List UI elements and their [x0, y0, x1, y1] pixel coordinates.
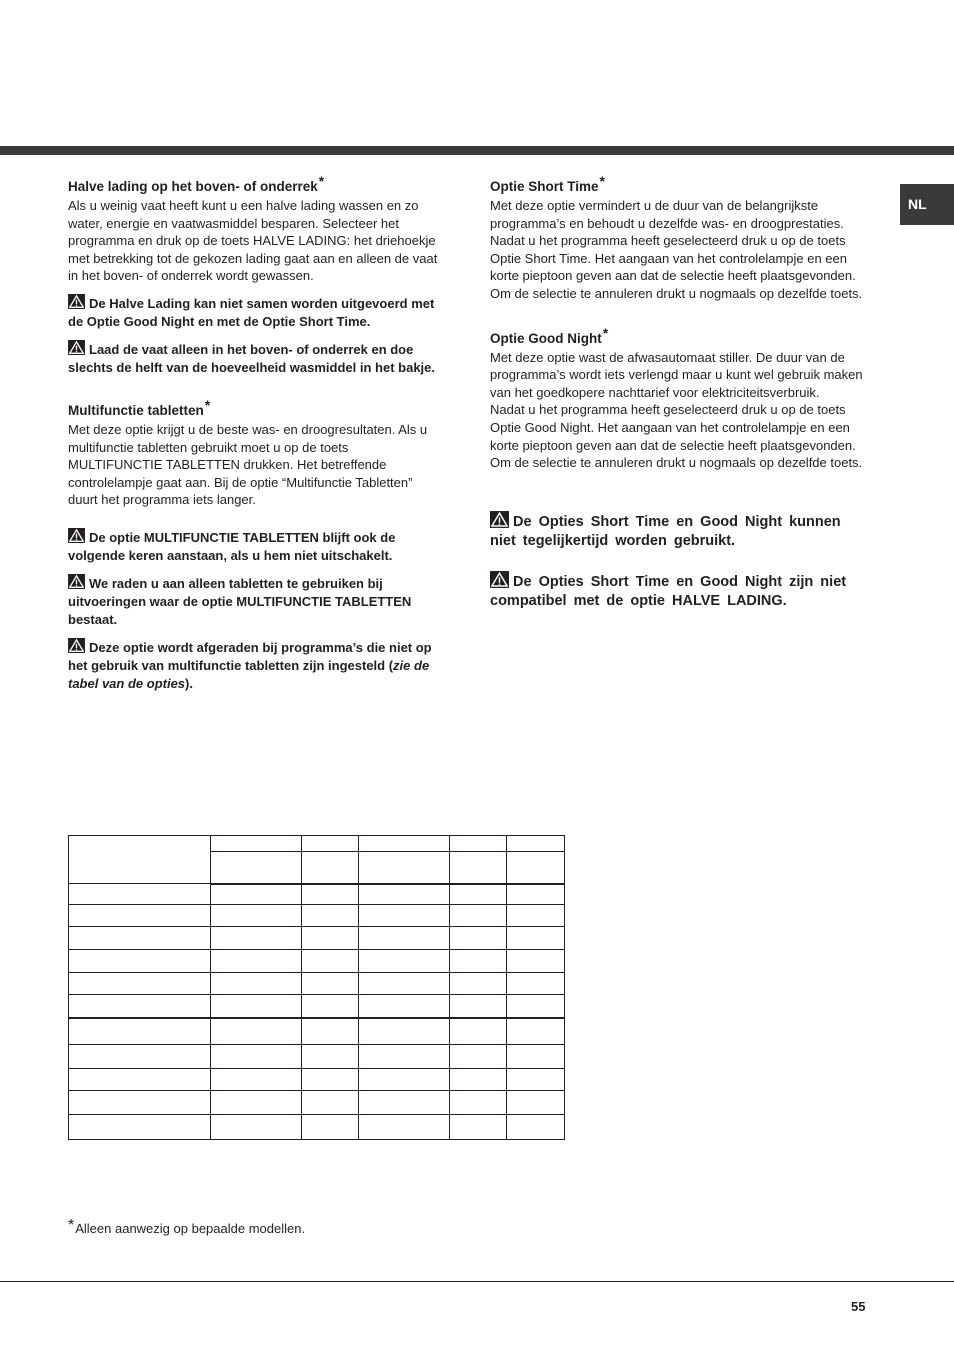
short-time-cancel: Om de selectie te annuleren drukt u nogmaals op dezelfde toets.: [490, 285, 863, 301]
table-cell: [359, 852, 450, 884]
table-cell: [211, 884, 302, 905]
warning-half-load-detergent: Laad de vaat alleen in het boven- of onderrek en doe slechts de helft van de hoeveelheid wasmiddel in het bakje.: [68, 341, 436, 375]
table-row: [69, 1018, 565, 1045]
page-number: 55: [851, 1299, 866, 1314]
table-cell: [450, 973, 507, 995]
table-cell: [211, 836, 302, 852]
footnote: *Alleen aanwezig op bepaalde modellen.: [68, 1217, 306, 1236]
table-cell: [211, 973, 302, 995]
warning-half-load-compat: De Halve Lading kan niet samen worden uitgevoerd met de Optie Good Night en met de Optie Short Time.: [68, 295, 435, 329]
table-header-row: [69, 836, 565, 852]
table-cell: [69, 836, 211, 884]
table-cell: [450, 1091, 507, 1115]
table-cell: [302, 995, 359, 1018]
asterisk-marker: *: [318, 173, 325, 189]
table-cell: [450, 1115, 507, 1140]
table-row: [69, 1091, 565, 1115]
table-cell: [450, 836, 507, 852]
table-cell: [359, 1018, 450, 1045]
language-tab: NL: [900, 184, 954, 225]
warning-icon: [68, 340, 85, 355]
table-cell: [69, 1069, 211, 1091]
table-cell: [359, 1045, 450, 1069]
table-cell: [69, 1115, 211, 1140]
table-cell: [302, 1091, 359, 1115]
warning-multifunction-persists: De optie MULTIFUNCTIE TABLETTEN blijft ook de volgende keren aanstaan, als u hem niet uitschakelt.: [68, 529, 396, 563]
table-cell: [302, 905, 359, 927]
table-cell: [302, 1018, 359, 1045]
table-cell: [302, 927, 359, 950]
table-row: [69, 973, 565, 995]
table-cell: [507, 1069, 565, 1091]
table-cell: [211, 1115, 302, 1140]
warning-icon: [490, 571, 509, 588]
table-cell: [359, 1115, 450, 1140]
table-row: [69, 1115, 565, 1140]
asterisk-marker: *: [599, 173, 605, 189]
table-cell: [507, 927, 565, 950]
table-cell: [507, 1091, 565, 1115]
table-row: [69, 927, 565, 950]
short-time-description: Met deze optie vermindert u de duur van de belangrijkste programma’s en behoudt u dezelfde was- en droogprestaties. Nadat u het programma heeft geselecteerd druk u op de toets Optie Short Time. Het aangaan van het controlelampje en een korte pieptoon geven aan dat de selectie heeft plaatsgevonden.: [490, 198, 856, 284]
good-night-instructions: Nadat u het programma heeft geselecteerd druk u op de toets Optie Good Night. Het aangaan van het controlelampje en een korte pieptoon geven aan dat de selectie heeft plaatsgevonden.: [490, 402, 856, 453]
table-cell: [211, 1045, 302, 1069]
section-title-half-load: Halve lading op het boven- of onderrek*: [68, 173, 325, 194]
asterisk-marker: *: [204, 396, 211, 413]
table-cell: [507, 1018, 565, 1045]
table-cell: [359, 836, 450, 852]
table-cell: [359, 995, 450, 1018]
table-cell: [450, 995, 507, 1018]
section-title-short-time: Optie Short Time*: [490, 173, 605, 194]
table-row: [69, 1045, 565, 1069]
table-cell: [69, 1091, 211, 1115]
table-cell: [302, 884, 359, 905]
section-title-good-night: Optie Good Night*: [490, 324, 609, 346]
table-cell: [507, 905, 565, 927]
good-night-description: Met deze optie wast de afwasautomaat stiller. De duur van de programma’s wordt iets verlengd maar u kunt wel gebruik maken van het goedkopere nachttarief voor elektriciteitsverbruik.: [490, 349, 863, 400]
table-cell: [359, 1069, 450, 1091]
table-cell: [302, 1045, 359, 1069]
table-cell: [211, 927, 302, 950]
section-title-multifunction-tablets: Multifunctie tabletten*: [68, 396, 211, 418]
table-cell: [302, 950, 359, 973]
table-cell: [211, 1091, 302, 1115]
warning-icon: [68, 294, 85, 309]
table-cell: [450, 905, 507, 927]
asterisk-marker: *: [602, 324, 609, 341]
table-cell: [69, 1045, 211, 1069]
table-cell: [359, 884, 450, 905]
good-night-cancel: Om de selectie te annuleren drukt u nogmaals op dezelfde toets.: [490, 455, 863, 471]
table-cell: [211, 852, 302, 884]
table-cell: [450, 884, 507, 905]
table-cell: [450, 852, 507, 884]
table-cell: [507, 884, 565, 905]
table-cell: [450, 950, 507, 973]
table-cell: [211, 950, 302, 973]
table-cell: [69, 995, 211, 1018]
table-cell: [302, 836, 359, 852]
table-row: [69, 905, 565, 927]
table-cell: [359, 950, 450, 973]
warning-half-load-incompatible: De Opties Short Time en Good Night zijn niet compatibel met de optie HALVE LADING.: [490, 571, 868, 611]
warning-tablets-only: We raden u aan alleen tabletten te gebruiken bij uitvoeringen waar de optie MULTIFUNCTIE TABLETTEN bestaat.: [68, 575, 412, 627]
table-cell: [69, 1018, 211, 1045]
warning-icon: [490, 511, 509, 528]
options-table-reference: zie de tabel van de opties: [68, 657, 430, 691]
left-column: [68, 173, 442, 693]
table-cell: [450, 1018, 507, 1045]
table-cell: [359, 905, 450, 927]
table-cell: [450, 1045, 507, 1069]
table-cell: [507, 1045, 565, 1069]
table-row: [69, 1069, 565, 1091]
table-cell: [69, 973, 211, 995]
table-row: [69, 950, 565, 973]
table-row: [69, 884, 565, 905]
asterisk-marker: *: [68, 1217, 75, 1234]
right-column: [490, 173, 868, 611]
table-cell: [69, 905, 211, 927]
warning-icon: [68, 574, 85, 589]
table-cell: [507, 836, 565, 852]
options-table: [68, 835, 565, 1140]
table-row: [69, 995, 565, 1018]
header-bar: [0, 146, 954, 155]
table-cell: [450, 1069, 507, 1091]
table-cell: [302, 1115, 359, 1140]
table-cell: [450, 927, 507, 950]
warning-not-recommended: Deze optie wordt afgeraden bij programma’s die niet op het gebruik van multifunctie tabletten zijn ingesteld (zie de tabel van de opties).: [68, 639, 432, 691]
footer-divider: [0, 1281, 954, 1282]
table-cell: [507, 995, 565, 1018]
table-cell: [507, 973, 565, 995]
table-cell: [211, 995, 302, 1018]
table-cell: [359, 927, 450, 950]
table-cell: [302, 852, 359, 884]
table-cell: [302, 1069, 359, 1091]
half-load-description: Als u weinig vaat heeft kunt u een halve lading wassen en zo water, energie en vaatwasmiddel besparen. Selecteer het programma en druk op de toets HALVE LADING: het driehoekje met betrekking tot de gekozen lading gaat aan en alleen de vaat in het boven- of onderrek wordt gewassen.: [68, 198, 438, 284]
table-cell: [359, 1091, 450, 1115]
warning-short-time-good-night: De Opties Short Time en Good Night kunnen niet tegelijkertijd worden gebruikt.: [490, 511, 868, 551]
warning-icon: [68, 638, 85, 653]
table-cell: [507, 1115, 565, 1140]
table-cell: [69, 927, 211, 950]
warning-icon: [68, 528, 85, 543]
table-cell: [302, 973, 359, 995]
table-cell: [211, 1018, 302, 1045]
multifunction-description: Met deze optie krijgt u de beste was- en droogresultaten. Als u multifunctie tabletten gebruikt moet u op de toets MULTIFUNCTIE TABLETTEN drukken. Het betreffende controlelampje gaat aan. Bij de optie “Multifunctie Tabletten” duurt het programma iets langer.: [68, 421, 428, 508]
table-cell: [211, 1069, 302, 1091]
table-cell: [507, 852, 565, 884]
table-cell: [69, 950, 211, 973]
table-cell: [507, 950, 565, 973]
table-cell: [211, 905, 302, 927]
table-cell: [69, 884, 211, 905]
table-cell: [359, 973, 450, 995]
